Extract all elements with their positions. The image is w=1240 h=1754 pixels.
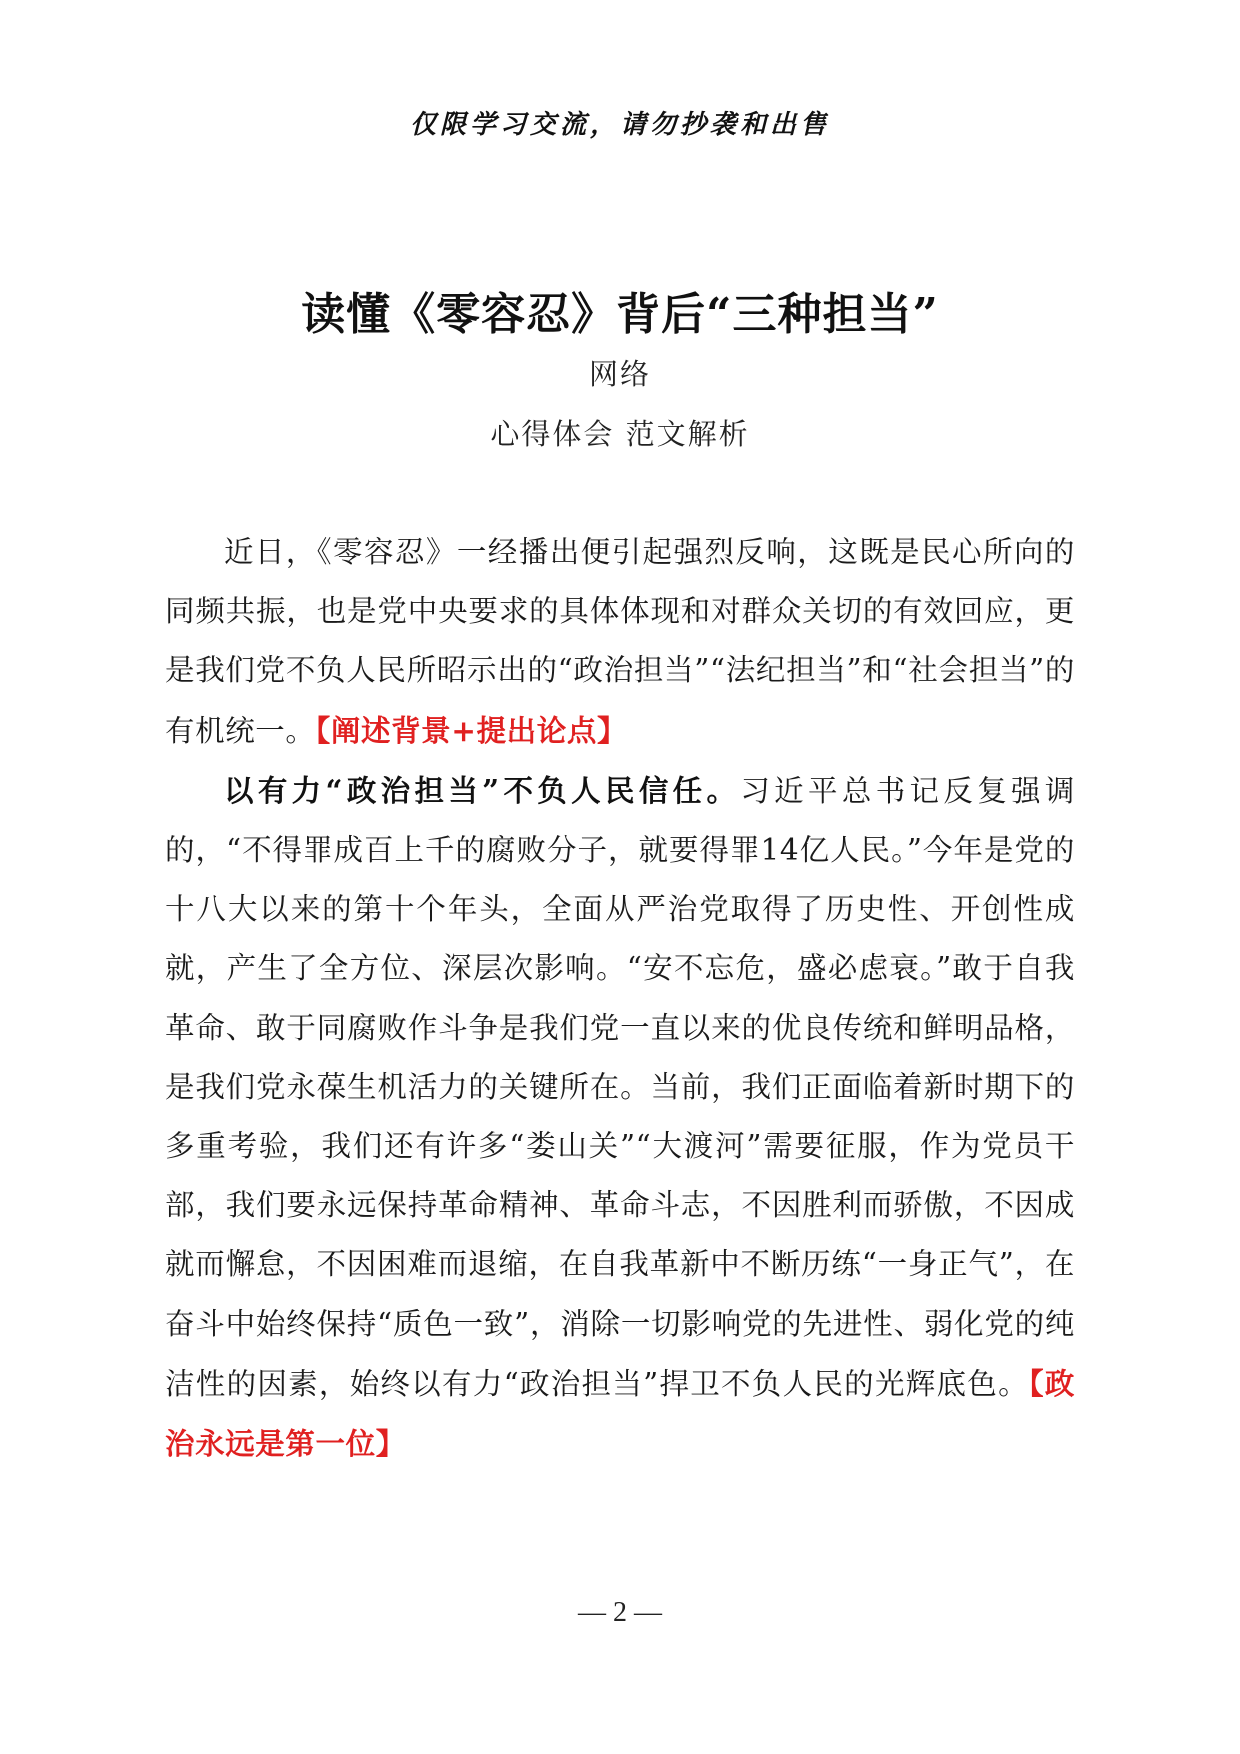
paragraph-text: 习近平总书记反复强调的，“不得罪成百上千的腐败分子，就要得罪14亿人民。”今年是党的十八大以来的第十个年头，全面从严治党取得了历史性、开创性成就，产生了全方位、深层次影响。“安不忘危，盛必虑衰。”敢于自我革命、敢于同腐败作斗争是我们党一直以来的优良传统和鲜明品格，是我们党永葆生机活力的关键所在。当前，我们正面临着新时期下的多重考验，我们还有许多“娄山关”“大渡河”需要征服，作为党员干部，我们要永远保持革命精神、革命斗志，不因胜利而骄傲，不因成就而懈怠，不因困难而退缩，在自我革新中不断历练“一身正气”，在奋斗中始终保持“质色一致”，消除一切影响党的先进性、弱化党的纯洁性的因素，始终以有力“政治担当”捍卫不负人民的光辉底色。 bbox=[165, 773, 1075, 1401]
document-category: 心得体会 范文解析 bbox=[490, 417, 750, 451]
document-source: 网络 bbox=[588, 357, 651, 391]
paragraph-lead: 以有力“政治担当”不负人民信任。 bbox=[224, 772, 741, 808]
paragraph-text: 近日，《零容忍》一经播出便引起强烈反响，这既是民心所向的同频共振，也是党中央要求的具体体现和对群众关切的有效回应，更是我们党不负人民所昭示出的“政治担当”“法纪担当”和“社会担当”的有机统一。 bbox=[165, 535, 1075, 748]
paragraph-annotation: 【政治永远是第一位】 bbox=[165, 1365, 1075, 1462]
paragraph-political bbox=[165, 761, 1075, 1474]
page-number: — 2 — bbox=[578, 1597, 662, 1628]
header-note: 仅限学习交流，请勿抄袭和出售 bbox=[409, 110, 830, 140]
document-title: 读懂《零容忍》背后“三种担当” bbox=[301, 289, 939, 340]
paragraph-intro bbox=[165, 522, 1075, 761]
paragraph-annotation: 【阐述背景+提出论点】 bbox=[315, 712, 628, 748]
document-body bbox=[165, 522, 1075, 1474]
